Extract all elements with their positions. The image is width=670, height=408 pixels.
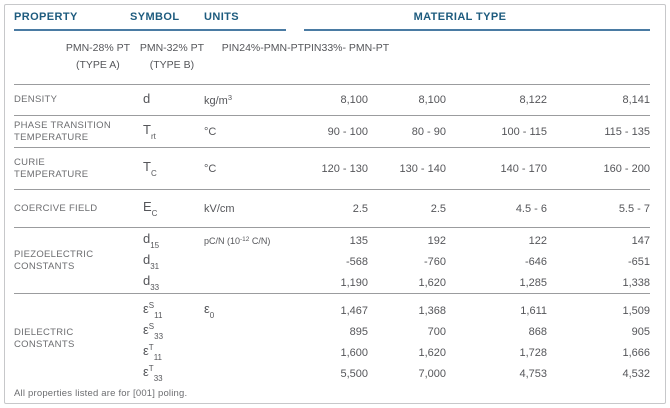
value-cell: 4,753 xyxy=(519,367,547,380)
col-header-units: UNITS xyxy=(204,5,286,31)
property-label: PHASE TRANSITION TEMPERATURE xyxy=(14,119,112,143)
units-cell: pC/N ($10^{-12}$ C/N) xyxy=(204,235,271,246)
value-cell: 160 - 200 xyxy=(603,162,650,175)
material-columns-row xyxy=(14,31,650,85)
value-cell: 1,728 xyxy=(519,346,547,359)
value-cell: 1,620 xyxy=(418,346,446,359)
value-cell: 5.5 - 7 xyxy=(618,202,650,215)
table-subrow-d33 xyxy=(130,272,650,293)
units-cell: °C xyxy=(204,125,217,138)
value-cell: -760 xyxy=(423,255,446,268)
property-label: DENSITY xyxy=(14,94,58,105)
value-cell: -651 xyxy=(627,255,650,268)
footnote-text: All properties listed are for [001] poling. xyxy=(14,388,188,399)
value-cell: 130 - 140 xyxy=(399,162,446,175)
value-cell: 4,532 xyxy=(622,367,650,380)
value-cell: 1,611 xyxy=(520,304,547,317)
symbol-cell: $T_C$ xyxy=(143,159,157,178)
table-subrow-d15 xyxy=(130,230,650,251)
symbol-cell: $T_{rt}$ xyxy=(143,122,156,141)
value-cell: 1,285 xyxy=(519,276,547,289)
table-footer xyxy=(14,384,650,403)
value-cell: 122 xyxy=(528,234,547,247)
table-header-row xyxy=(14,5,650,31)
group-subrows xyxy=(130,228,650,293)
value-cell: 120 - 130 xyxy=(321,162,368,175)
units-cell: °C xyxy=(204,162,217,175)
property-label: COERCIVE FIELD xyxy=(14,202,98,214)
symbol-cell: $d_{31}$ xyxy=(143,252,160,271)
value-cell: 192 xyxy=(427,234,446,247)
value-cell: 868 xyxy=(528,325,547,338)
col-header-material-type: MATERIAL TYPE xyxy=(304,5,650,31)
value-cell: 895 xyxy=(349,325,368,338)
value-cell: 1,190 xyxy=(340,276,368,289)
units-cell: $\varepsilon_0$ xyxy=(204,301,215,320)
table-row-density xyxy=(14,85,650,116)
table-row-coercive-field xyxy=(14,190,650,228)
value-cell: 100 - 115 xyxy=(501,125,547,138)
value-cell: 1,620 xyxy=(418,276,446,289)
table-frame xyxy=(4,4,666,404)
value-cell: 90 - 100 xyxy=(327,125,368,138)
value-cell: 8,100 xyxy=(418,94,446,106)
group-subrows xyxy=(130,294,650,384)
value-cell: 8,100 xyxy=(340,94,368,106)
value-cell: 2.5 xyxy=(352,202,368,215)
value-cell: 80 - 90 xyxy=(411,125,446,138)
value-cell: -646 xyxy=(524,255,547,268)
value-cell: 135 xyxy=(349,234,368,247)
value-cell: 5,500 xyxy=(340,367,368,380)
table-subrow-eps-s33 xyxy=(130,321,650,342)
value-cell: 2.5 xyxy=(430,202,446,215)
value-cell: 905 xyxy=(631,325,650,338)
table-subrow-eps-t11 xyxy=(130,342,650,363)
units-cell: $kg/m^3$ xyxy=(204,93,233,107)
value-cell: 1,368 xyxy=(418,304,446,317)
value-cell: 4.5 - 6 xyxy=(515,202,547,215)
table-subrow-d31 xyxy=(130,251,650,272)
value-cell: 1,509 xyxy=(622,304,650,317)
value-cell: 1,467 xyxy=(340,304,368,317)
table-subrow-eps-s11 xyxy=(130,300,650,321)
value-cell: 115 - 135 xyxy=(604,125,650,138)
value-cell: 1,600 xyxy=(340,346,368,359)
table-row-phase-transition xyxy=(14,116,650,148)
table-row-curie-temperature xyxy=(14,148,650,190)
value-cell: 700 xyxy=(427,325,446,338)
value-cell: 8,141 xyxy=(622,94,650,106)
symbol-cell: $E_C$ xyxy=(143,199,158,218)
property-label: PIEZOELECTRIC CONSTANTS xyxy=(14,248,94,272)
units-cell: kV/cm xyxy=(204,202,235,215)
value-cell: 147 xyxy=(631,234,650,247)
material-column-pmn28: PMN-28% PT (TYPE A) xyxy=(65,42,130,71)
material-column-pin24: PIN24%-PMN-PT xyxy=(221,42,304,54)
value-cell: 1,666 xyxy=(622,346,650,359)
value-cell: 8,122 xyxy=(519,94,547,106)
col-header-property: PROPERTY xyxy=(14,5,130,31)
value-cell: 1,338 xyxy=(622,276,650,289)
table-group-piezoelectric-constants xyxy=(14,228,650,294)
value-cell: 140 - 170 xyxy=(500,162,547,175)
material-column-pmn32: PMN-32% PT (TYPE B) xyxy=(139,42,204,71)
value-cell: 7,000 xyxy=(418,367,446,380)
symbol-cell: d xyxy=(143,90,151,106)
symbol-cell: $\varepsilon^S_{33}$ xyxy=(143,322,164,341)
symbol-cell: $\varepsilon^T_{11}$ xyxy=(143,343,162,362)
symbol-cell: $d_{15}$ xyxy=(143,231,160,250)
symbol-cell: $d_{33}$ xyxy=(143,273,160,292)
col-header-symbol: SYMBOL xyxy=(130,5,204,31)
table-subrow-eps-t33 xyxy=(130,363,650,384)
symbol-cell: $\varepsilon^S_{11}$ xyxy=(143,301,163,320)
table-group-dielectric-constants xyxy=(14,294,650,384)
symbol-cell: $\varepsilon^T_{33}$ xyxy=(143,364,163,383)
property-label: DIELECTRIC CONSTANTS xyxy=(14,327,75,350)
property-label: CURIE TEMPERATURE xyxy=(14,156,89,180)
material-column-pin33: PIN33%- PMN-PT xyxy=(304,42,390,54)
value-cell: -568 xyxy=(345,255,368,268)
